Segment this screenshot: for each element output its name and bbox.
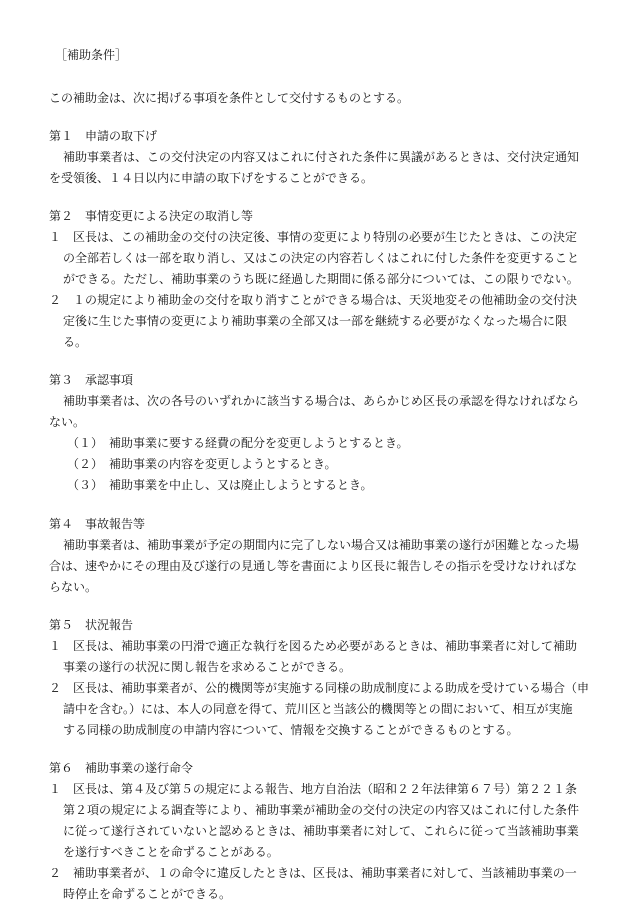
section-2-line: ２ １の規定により補助金の交付を取り消すことができる場合は、天災地変その他補助金の交付決 bbox=[49, 293, 578, 307]
intro-text: この補助金は、次に掲げる事項を条件として交付するものとする。 bbox=[49, 91, 410, 105]
section-6-line: 第２項の規定による調査等により、補助事業が補助金の交付の決定の内容又はこれに付した条件 bbox=[63, 803, 580, 817]
section-6-heading: 第６ 補助事業の遂行命令 bbox=[49, 761, 194, 775]
section-4-line: 補助事業者は、補助事業が予定の期間内に完了しない場合又は補助事業の遂行が困難となった場 bbox=[63, 538, 580, 552]
section-6-line: に従って遂行されていないと認めるときは、補助事業者に対して、これらに従って当該補助事業 bbox=[63, 824, 579, 838]
section-1-heading: 第１ 申請の取下げ bbox=[49, 129, 158, 143]
section-4-heading: 第４ 事故報告等 bbox=[49, 517, 146, 531]
section-5-line: ２ 区長は、補助事業者が、公的機関等が実施する同様の助成制度による助成を受けている場合（申 bbox=[49, 681, 590, 695]
section-2-line: の全部若しくは一部を取り消し、又はこの決定の内容若しくはこれに付した条件を変更すること bbox=[63, 251, 580, 265]
section-3-line: 補助事業者は、次の各号のいずれかに該当する場合は、あらかじめ区長の承認を得なければなら bbox=[63, 394, 580, 408]
document-header: ［補助条件］ bbox=[55, 48, 128, 62]
section-3-heading: 第３ 承認事項 bbox=[49, 373, 134, 387]
section-4-line: らない。 bbox=[49, 580, 98, 594]
section-4-line: 合は、速やかにその理由及び遂行の見通し等を書面により区長に報告しその指示を受けなければな bbox=[49, 559, 578, 573]
section-2-line: る。 bbox=[63, 335, 88, 349]
section-3-item: （２） 補助事業の内容を変更しようとするとき。 bbox=[67, 457, 337, 471]
section-5-heading: 第５ 状況報告 bbox=[49, 618, 134, 632]
section-5-line: 請中を含む。）には、本人の同意を得て、荒川区と当該公的機関等との間において、相互が実施 bbox=[63, 702, 573, 716]
section-3-item: （３） 補助事業を中止し、又は廃止しようとするとき。 bbox=[67, 478, 373, 492]
section-3-item: （１） 補助事業に要する経費の配分を変更しようとするとき。 bbox=[67, 436, 409, 450]
section-6-line: を遂行すべきことを命ずることがある。 bbox=[63, 845, 279, 859]
section-2-line: ができる。ただし、補助事業のうち既に経過した期間に係る部分については、この限りでない。 bbox=[63, 272, 579, 286]
section-3-line: ない。 bbox=[49, 415, 86, 429]
section-2-line: 定後に生じた事情の変更により補助事業の全部又は一部を継続する必要がなくなった場合に限 bbox=[63, 314, 568, 328]
section-6-line: 時停止を命ずることができる。 bbox=[63, 887, 232, 901]
section-5-line: する同様の助成制度の申請内容について、情報を交換することができるものとする。 bbox=[63, 723, 519, 737]
section-1-line: 補助事業者は、この交付決定の内容又はこれに付された条件に異議があるときは、交付決定通知 bbox=[63, 150, 580, 164]
section-6-line: １ 区長は、第４及び第５の規定による報告、地方自治法（昭和２２年法律第６７号）第２２１条 bbox=[49, 782, 578, 796]
section-1-line: を受領後、１４日以内に申請の取下げをすることができる。 bbox=[49, 171, 374, 185]
section-2-heading: 第２ 事情変更による決定の取消し等 bbox=[49, 209, 254, 223]
section-2-line: １ 区長は、この補助金の交付の決定後、事情の変更により特別の必要が生じたときは、この決定 bbox=[49, 230, 578, 244]
section-5-line: 事業の遂行の状況に関し報告を求めることができる。 bbox=[63, 660, 352, 674]
section-5-line: １ 区長は、補助事業の円滑で適正な執行を図るため必要があるときは、補助事業者に対して補助 bbox=[49, 639, 578, 653]
section-6-line: ２ 補助事業者が、１の命令に違反したときは、区長は、補助事業者に対して、当該補助事業の一 bbox=[49, 866, 577, 880]
